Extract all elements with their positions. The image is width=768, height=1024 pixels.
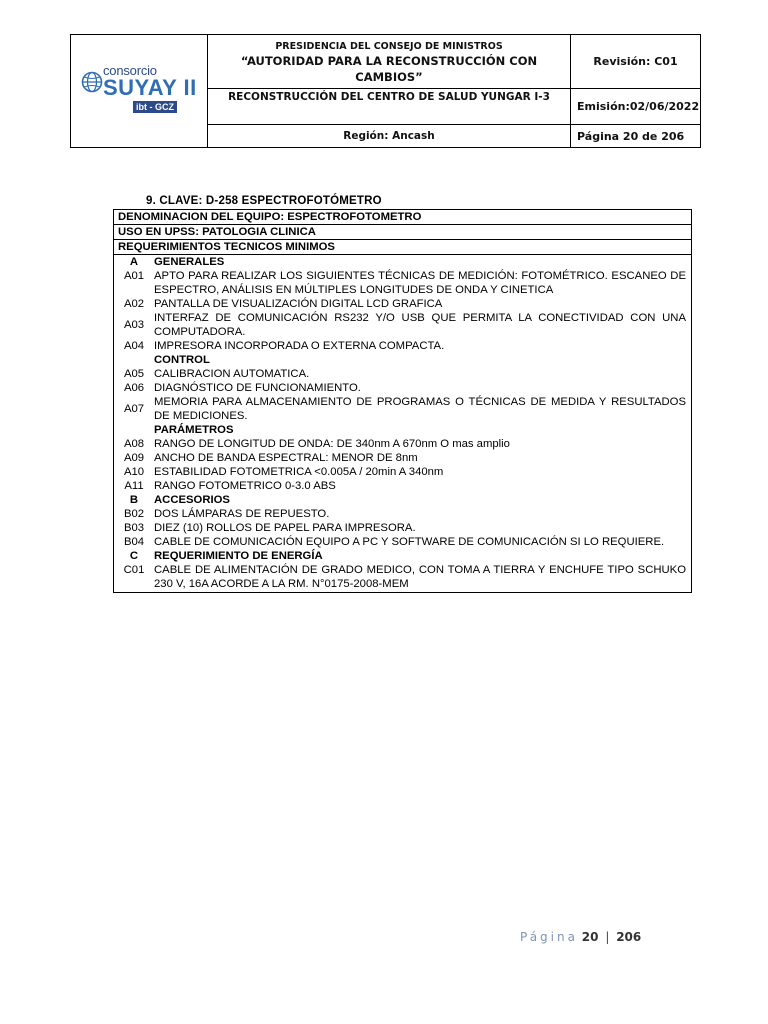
- emission-date: Emisión:02/06/2022: [571, 89, 701, 125]
- requirement-code: B02: [123, 508, 145, 520]
- section-title: 9. CLAVE: D-258 ESPECTROFOTÓMETRO: [146, 195, 382, 207]
- requirement-group-row: [114, 423, 691, 437]
- requirement-row: [114, 339, 691, 353]
- requirement-text: CABLE DE ALIMENTACIÓN DE GRADO MEDICO, CON TOMA A TIERRA Y ENCHUFE TIPO SCHUKO 230 V, 16A ACORDE A LA RM. N°0175-2008-MEM: [154, 564, 686, 590]
- logo-consorcio-text: consorcio: [103, 63, 157, 78]
- requirement-row: [114, 535, 691, 549]
- requirement-group-row: [114, 493, 691, 507]
- requirement-row: [114, 563, 691, 592]
- requirements-heading: REQUERIMIENTOS TECNICOS MINIMOS: [114, 240, 691, 255]
- requirement-code: A04: [123, 340, 145, 352]
- requirement-code: A07: [123, 403, 145, 415]
- requirement-group-title: ACCESORIOS: [154, 494, 230, 506]
- requirement-text: CABLE DE COMUNICACIÓN EQUIPO A PC Y SOFTWARE DE COMUNICACIÓN SI LO REQUIERE.: [154, 536, 665, 548]
- requirement-group-row: [114, 353, 691, 367]
- requirement-text: ANCHO DE BANDA ESPECTRAL: MENOR DE 8nm: [154, 452, 418, 464]
- footer-page-label: Página: [520, 930, 578, 944]
- requirement-text: DIEZ (10) ROLLOS DE PAPEL PARA IMPRESORA.: [154, 522, 416, 534]
- logo-partners-text: ibt - GCZ: [133, 101, 177, 113]
- requirement-group-title: REQUERIMIENTO DE ENERGÍA: [154, 550, 323, 562]
- requirement-text: MEMORIA PARA ALMACENAMIENTO DE PROGRAMAS O TÉCNICAS DE MEDIDA Y RESULTADOS DE MEDICIONES.: [154, 396, 686, 422]
- logo-suyay-text: SUYAY II: [103, 75, 197, 100]
- authority-cell: [208, 35, 571, 89]
- requirement-text: ESTABILIDAD FOTOMETRICA <0.005A / 20min A 340nm: [154, 466, 444, 478]
- requirement-code: C01: [123, 564, 145, 576]
- requirement-code: A09: [123, 452, 145, 464]
- requirement-group-row: [114, 549, 691, 563]
- requirement-row: [114, 521, 691, 535]
- requirement-text: DIAGNÓSTICO DE FUNCIONAMIENTO.: [154, 382, 361, 394]
- requirement-row: [114, 437, 691, 451]
- project-name: RECONSTRUCCIÓN DEL CENTRO DE SALUD YUNGAR I-3: [208, 89, 571, 125]
- region: Región: Ancash: [208, 125, 571, 148]
- requirement-code: A05: [123, 368, 145, 380]
- document-header: [70, 34, 701, 148]
- requirement-code: C: [129, 550, 139, 562]
- requirement-text: RANGO DE LONGITUD DE ONDA: DE 340nm A 670nm O mas amplio: [154, 438, 510, 450]
- footer-page-number: 20: [581, 930, 599, 944]
- requirement-code: A11: [124, 480, 144, 492]
- requirement-row: [114, 507, 691, 521]
- requirement-row: [114, 479, 691, 493]
- requirement-code: A: [129, 256, 139, 268]
- requirement-row: [114, 269, 691, 297]
- logo-cell: [71, 35, 208, 148]
- requirement-row: [114, 465, 691, 479]
- page-footer: [520, 930, 641, 944]
- requirement-code: A06: [123, 382, 145, 394]
- requirement-code: A01: [123, 270, 145, 282]
- requirement-code: A10: [123, 466, 145, 478]
- requirement-group-title: CONTROL: [154, 354, 210, 366]
- requirement-row: [114, 395, 691, 423]
- footer-separator: |: [605, 930, 610, 944]
- requirement-code: B03: [123, 522, 145, 534]
- requirement-code: A02: [123, 298, 145, 310]
- org-name: PRESIDENCIA DEL CONSEJO DE MINISTROS: [275, 40, 503, 52]
- globe-icon: [81, 71, 103, 93]
- requirement-code: B04: [123, 536, 145, 548]
- requirement-code: A03: [123, 319, 145, 331]
- page-indicator: Página 20 de 206: [571, 125, 701, 148]
- requirement-code: A08: [123, 438, 145, 450]
- requirement-text: RANGO FOTOMETRICO 0-3.0 ABS: [154, 480, 336, 492]
- requirement-text: CALIBRACION AUTOMATICA.: [154, 368, 310, 380]
- requirement-text: IMPRESORA INCORPORADA O EXTERNA COMPACTA.: [154, 340, 445, 352]
- requirement-text: INTERFAZ DE COMUNICACIÓN RS232 Y/O USB QUE PERMITA LA CONECTIVIDAD CON UNA COMPUTADORA.: [154, 312, 686, 338]
- requirement-group-row: [114, 255, 691, 269]
- requirement-group-title: GENERALES: [154, 256, 225, 268]
- consortium-logo: [79, 61, 199, 121]
- requirement-row: [114, 297, 691, 311]
- ups-usage: USO EN UPSS: PATOLOGIA CLINICA: [114, 225, 691, 240]
- requirement-text: APTO PARA REALIZAR LOS SIGUIENTES TÉCNICAS DE MEDICIÓN: FOTOMÉTRICO. ESCANEO DE ESPECTRO, ANÁLISIS EN MÚLTIPLES LONGITUDES DE ONDA Y CINETICA: [154, 270, 686, 296]
- footer-total-pages: 206: [616, 930, 642, 944]
- requirement-text: DOS LÁMPARAS DE REPUESTO.: [154, 508, 330, 520]
- spec-table: [113, 209, 692, 593]
- requirement-row: [114, 311, 691, 339]
- requirements-list: [114, 255, 691, 592]
- equipment-denomination: DENOMINACION DEL EQUIPO: ESPECTROFOTOMETRO: [114, 210, 691, 225]
- requirement-row: [114, 381, 691, 395]
- requirement-row: [114, 367, 691, 381]
- authority-name: “AUTORIDAD PARA LA RECONSTRUCCIÓN CON CAMBIOS”: [240, 53, 538, 84]
- requirement-code: B: [129, 494, 139, 506]
- requirement-group-title: PARÁMETROS: [154, 424, 234, 436]
- requirement-text: PANTALLA DE VISUALIZACIÓN DIGITAL LCD GRAFICA: [154, 298, 443, 310]
- requirement-row: [114, 451, 691, 465]
- revision: Revisión: C01: [571, 35, 701, 89]
